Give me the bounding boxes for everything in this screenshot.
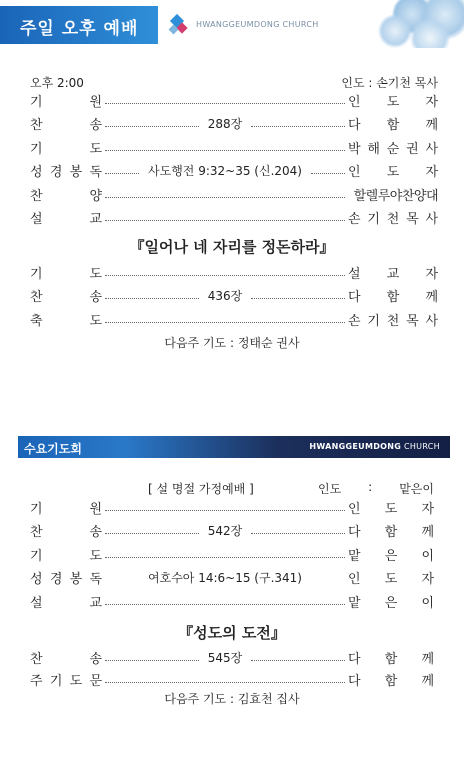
hydrangea-decoration-icon [374,0,464,48]
order-person: 손 기 천 목 사 [348,212,438,227]
leader-dots [105,660,199,661]
order-row [30,309,438,329]
leader-dots [105,557,345,558]
order-label: 기 원 [30,501,102,517]
order-label: 찬 송 [30,118,102,133]
order-person: 인 도 자 [348,501,434,517]
order-label: 성 경 봉 독 [30,165,102,180]
sermon-title: 『성도의 도전』 [178,624,286,642]
order-label: 찬 송 [30,290,102,305]
order-row [30,647,434,667]
order-person: 다 함 께 [348,118,438,133]
wednesday-prayer-header [18,436,450,458]
order-person: 인 도 자 [348,165,439,180]
leader-dots [105,682,345,683]
leader-dots [105,220,345,221]
order-label: 찬 송 [30,651,102,667]
next-week-prayer: 다음주 기도 : 김효천 집사 [164,692,300,706]
order-label: 축 도 [30,313,102,329]
leader-dots [251,298,345,299]
order-row [30,114,438,134]
order-label: 주 기 도 문 [30,673,102,689]
order-detail: 사도행전 9:32~35 (신.204) [148,164,302,178]
order-detail: 여호수아 14:6~15 (구.341) [148,571,302,585]
sermon-title: 『일어나 네 자리를 정돈하라』 [129,238,335,256]
order-row [30,90,438,110]
order-person: 다 함 께 [348,290,438,305]
service-leader: 인도 : 손기천 목사 [341,76,438,90]
order-label: 찬 양 [30,188,102,204]
order-row [30,137,438,157]
leader-dots [105,298,199,299]
church-name: HWANGGEUMDONG CHURCH [196,20,319,29]
leader-dots [251,660,345,661]
order-row [30,568,434,588]
order-row [30,262,438,282]
order-person: 다 함 께 [348,673,434,689]
leader-dots [105,322,345,323]
order-person: 다 함 께 [348,651,434,667]
service-info [30,74,438,91]
order-label: 성 경 봉 독 [30,572,102,587]
order-row [30,286,438,306]
leader-dots [105,197,345,198]
order-person: 맡 은 이 [348,548,434,564]
order-row [30,208,438,228]
leader-dots [105,275,345,276]
order-label: 설 교 [30,595,102,611]
leader-dots [311,173,345,174]
order-row [30,591,434,611]
service-note: [ 설 명절 가정예배 ] [148,482,254,496]
leader-dots [105,510,345,511]
order-person: 맡 은 이 [348,595,434,611]
leader-dots [105,103,345,104]
church-name: HWANGGEUMDONG CHURCH [309,442,440,451]
order-person: 인 도 자 [348,572,435,587]
order-person: 할렐루야찬양대 [353,188,438,204]
order-person: 박 해 순 권 사 [348,141,438,157]
service-time: 오후 2:00 [30,76,84,90]
order-detail: 542장 [207,524,243,538]
section-title: 수요기도회 [24,442,82,456]
section-title: 주일 오후 예배 [20,19,139,39]
leader-dots [251,126,345,127]
leader-dots [251,533,345,534]
order-row [30,497,434,517]
leader-dots [105,126,199,127]
order-label: 기 도 [30,266,102,282]
order-label: 찬 송 [30,525,102,540]
leader-dots [105,173,139,174]
order-label: 설 교 [30,212,102,227]
order-label: 기 도 [30,141,102,157]
order-row [30,544,434,564]
order-row [30,161,438,181]
leader-dots [105,604,345,605]
order-label: 기 원 [30,94,102,110]
order-person: 손 기 천 목 사 [348,313,438,329]
order-row [30,669,434,689]
service-leader: 인도 : 맡은이 [318,480,434,496]
order-detail: 436장 [207,289,243,303]
order-detail: 545장 [207,650,243,665]
order-label: 기 도 [30,548,102,564]
order-row [30,521,434,541]
order-person: 다 함 께 [348,525,434,540]
sunday-afternoon-header [0,0,464,48]
order-person: 인 도 자 [348,94,438,110]
leader-dots [105,150,345,151]
order-person: 설 교 자 [348,266,438,282]
leader-dots [105,533,199,534]
order-row [30,184,438,204]
next-week-prayer: 다음주 기도 : 정태순 권사 [164,336,300,350]
order-detail: 288장 [207,117,243,131]
